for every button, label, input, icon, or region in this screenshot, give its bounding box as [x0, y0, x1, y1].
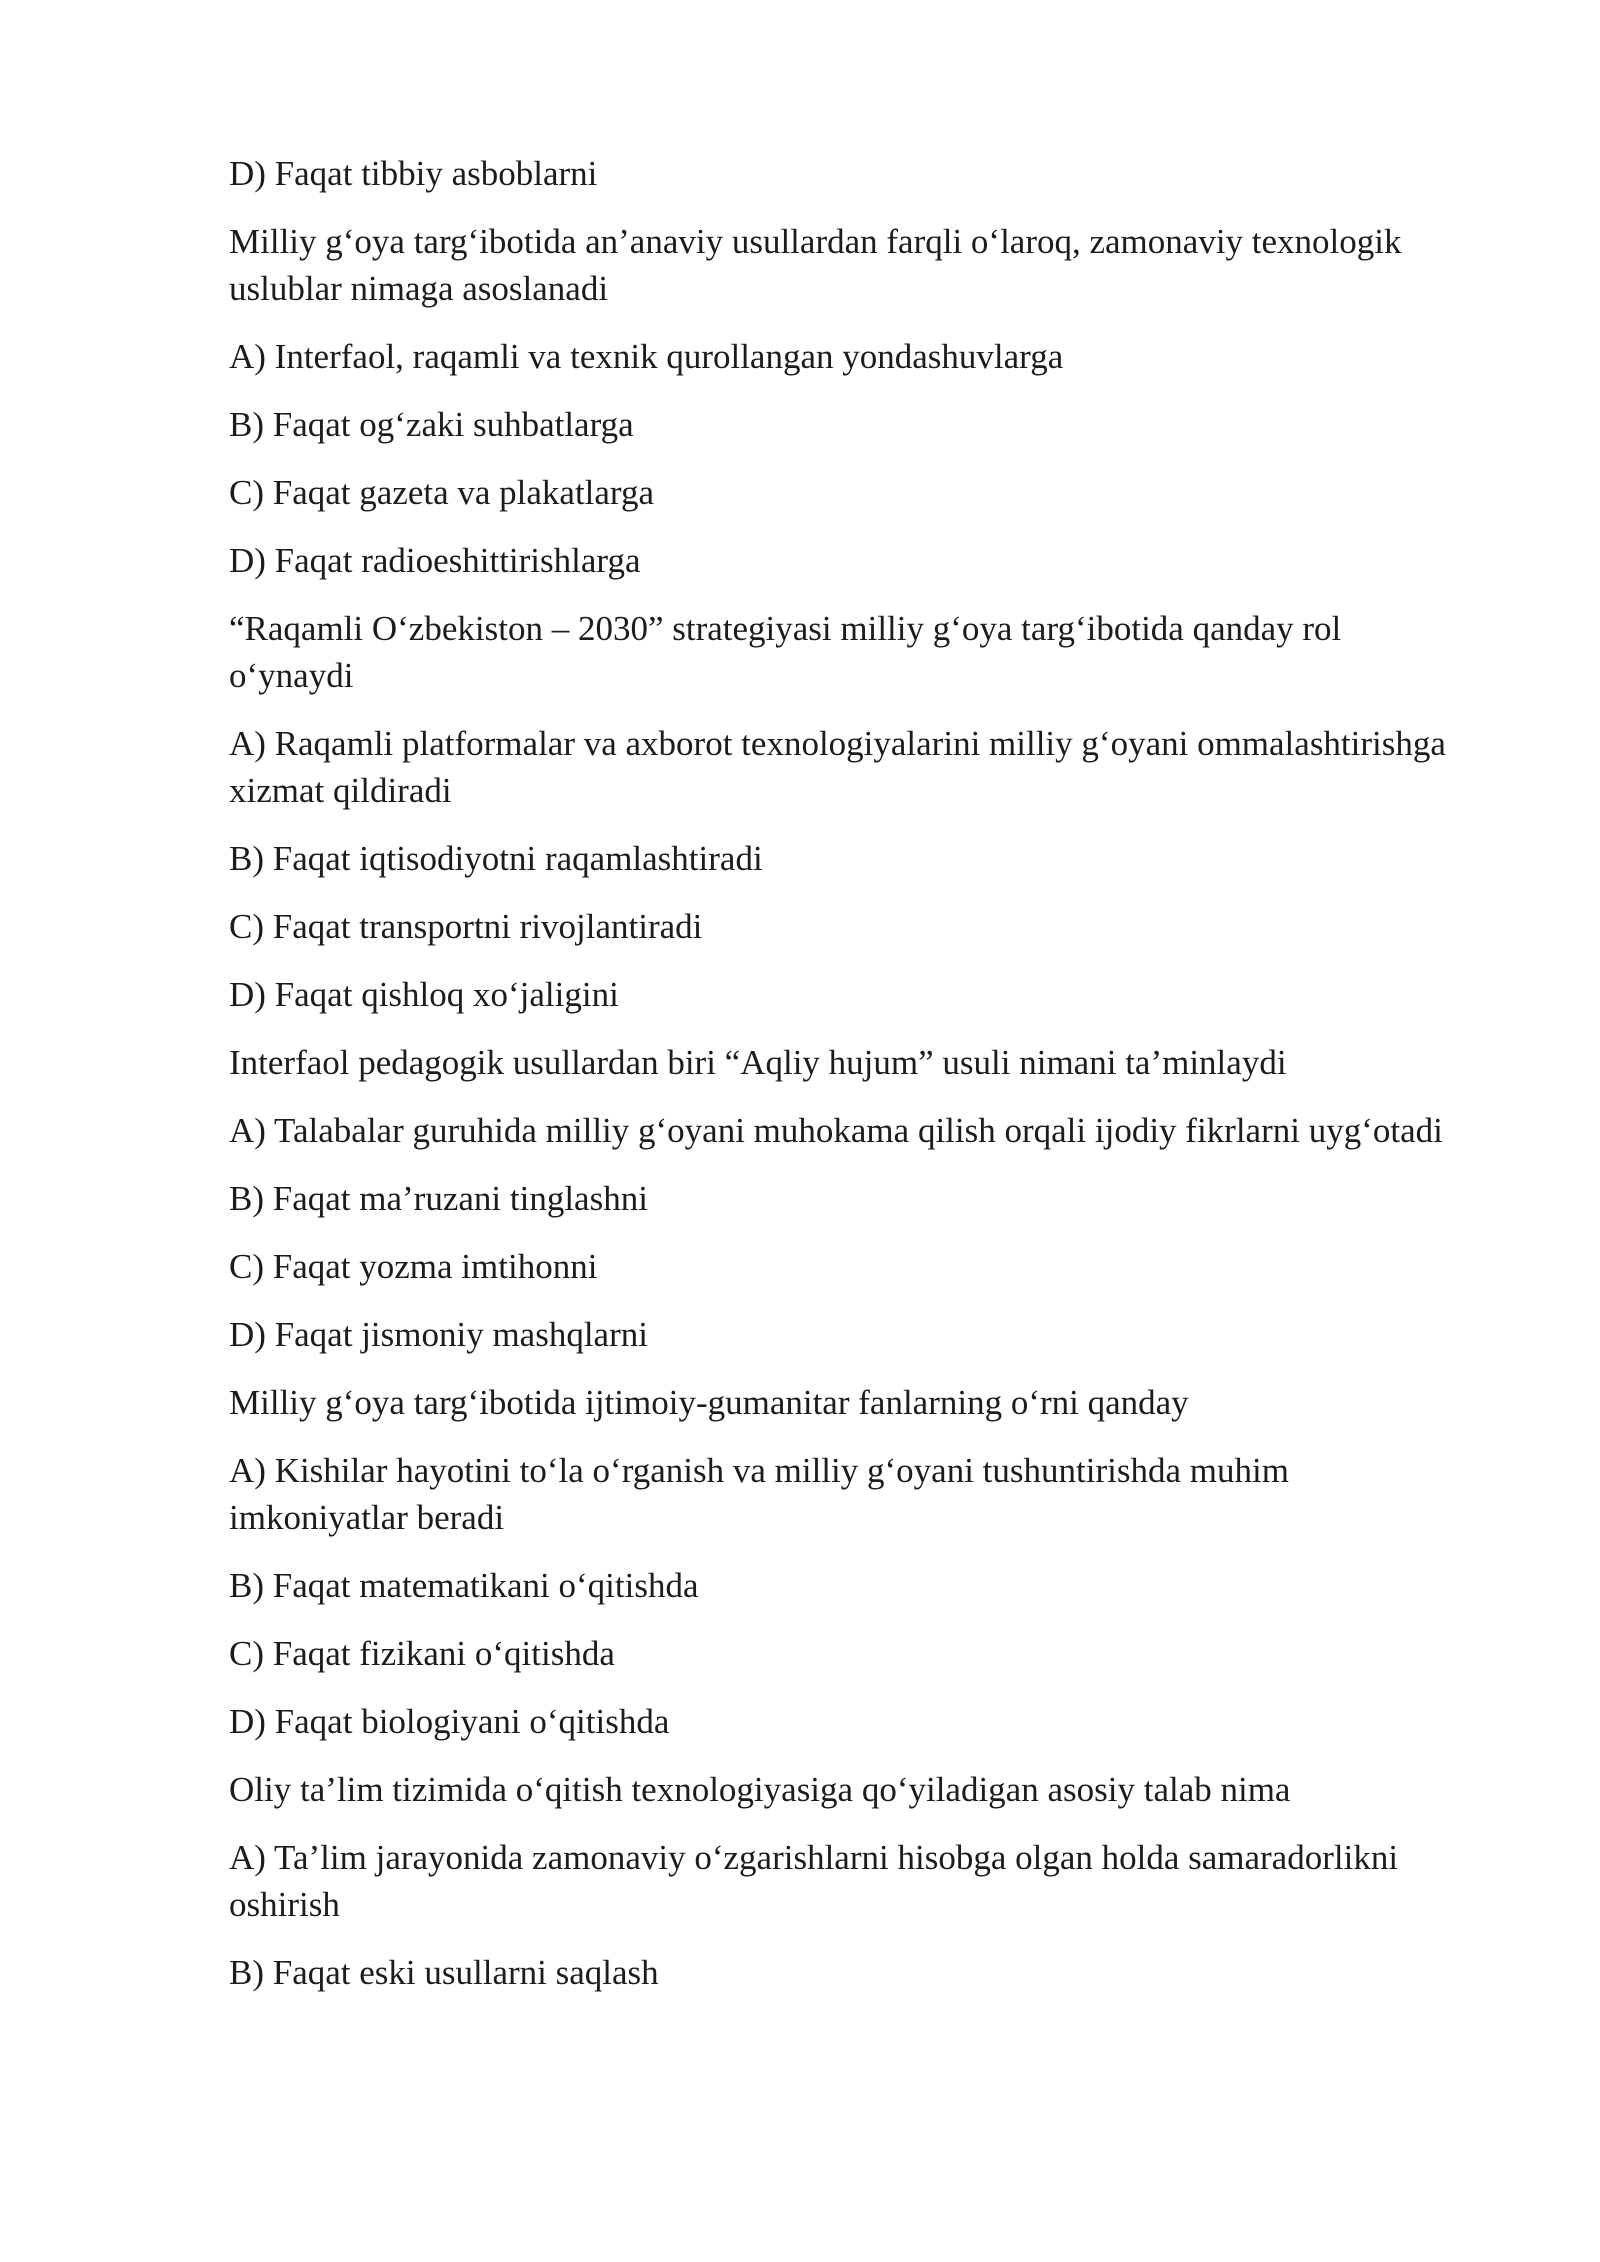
answer-option: B) Faqat ma’ruzani tinglashni — [229, 1179, 648, 1218]
answer-option: D) Faqat biologiyani o‘qitishda — [229, 1702, 670, 1741]
answer-option: B) Faqat og‘zaki suhbatlarga — [229, 405, 634, 444]
question-text: Oliy ta’lim tizimida o‘qitish texnologiyasiga qo‘yiladigan asosiy talab nima — [229, 1770, 1291, 1809]
answer-option: C) Faqat transportni rivojlantiradi — [229, 907, 703, 946]
answer-option: B) Faqat matematikani o‘qitishda — [229, 1566, 699, 1605]
question-text: “Raqamli O‘zbekiston – 2030” strategiyasi milliy g‘oya targ‘ibotida qanday rol o‘ynaydi — [229, 609, 1342, 695]
answer-option: A) Kishilar hayotini to‘la o‘rganish va milliy g‘oyani tushuntirishda muhim imkoniyatlar beradi — [229, 1451, 1289, 1537]
answer-option: A) Ta’lim jarayonida zamonaviy o‘zgarishlarni hisobga olgan holda samaradorlikni oshirish — [229, 1838, 1399, 1924]
question-text: Interfaol pedagogik usullardan biri “Aqliy hujum” usuli nimani ta’minlaydi — [229, 1043, 1287, 1082]
answer-option: D) Faqat radioeshittirishlarga — [229, 541, 641, 580]
answer-option: A) Raqamli platformalar va axborot texnologiyalarini milliy g‘oyani ommalashtirishga xizmat qildiradi — [229, 724, 1446, 810]
answer-option: B) Faqat iqtisodiyotni raqamlashtiradi — [229, 839, 763, 878]
document-body — [229, 150, 1469, 2017]
question-text: Milliy g‘oya targ‘ibotida ijtimoiy-gumanitar fanlarning o‘rni qanday — [229, 1383, 1189, 1422]
answer-option: A) Interfaol, raqamli va texnik qurollangan yondashuvlarga — [229, 337, 1064, 376]
answer-option: C) Faqat fizikani o‘qitishda — [229, 1634, 615, 1673]
answer-option: D) Faqat jismoniy mashqlarni — [229, 1315, 648, 1354]
answer-option: C) Faqat gazeta va plakatlarga — [229, 473, 654, 512]
answer-option: D) Faqat tibbiy asboblarni — [229, 154, 598, 193]
answer-option: C) Faqat yozma imtihonni — [229, 1247, 598, 1286]
answer-option: A) Talabalar guruhida milliy g‘oyani muhokama qilish orqali ijodiy fikrlarni uyg‘otadi — [229, 1111, 1443, 1150]
question-text: Milliy g‘oya targ‘ibotida an’anaviy usullardan farqli o‘laroq, zamonaviy texnologik uslublar nimaga asoslanadi — [229, 222, 1402, 308]
answer-option: B) Faqat eski usullarni saqlash — [229, 1953, 659, 1992]
answer-option: D) Faqat qishloq xo‘jaligini — [229, 975, 619, 1014]
